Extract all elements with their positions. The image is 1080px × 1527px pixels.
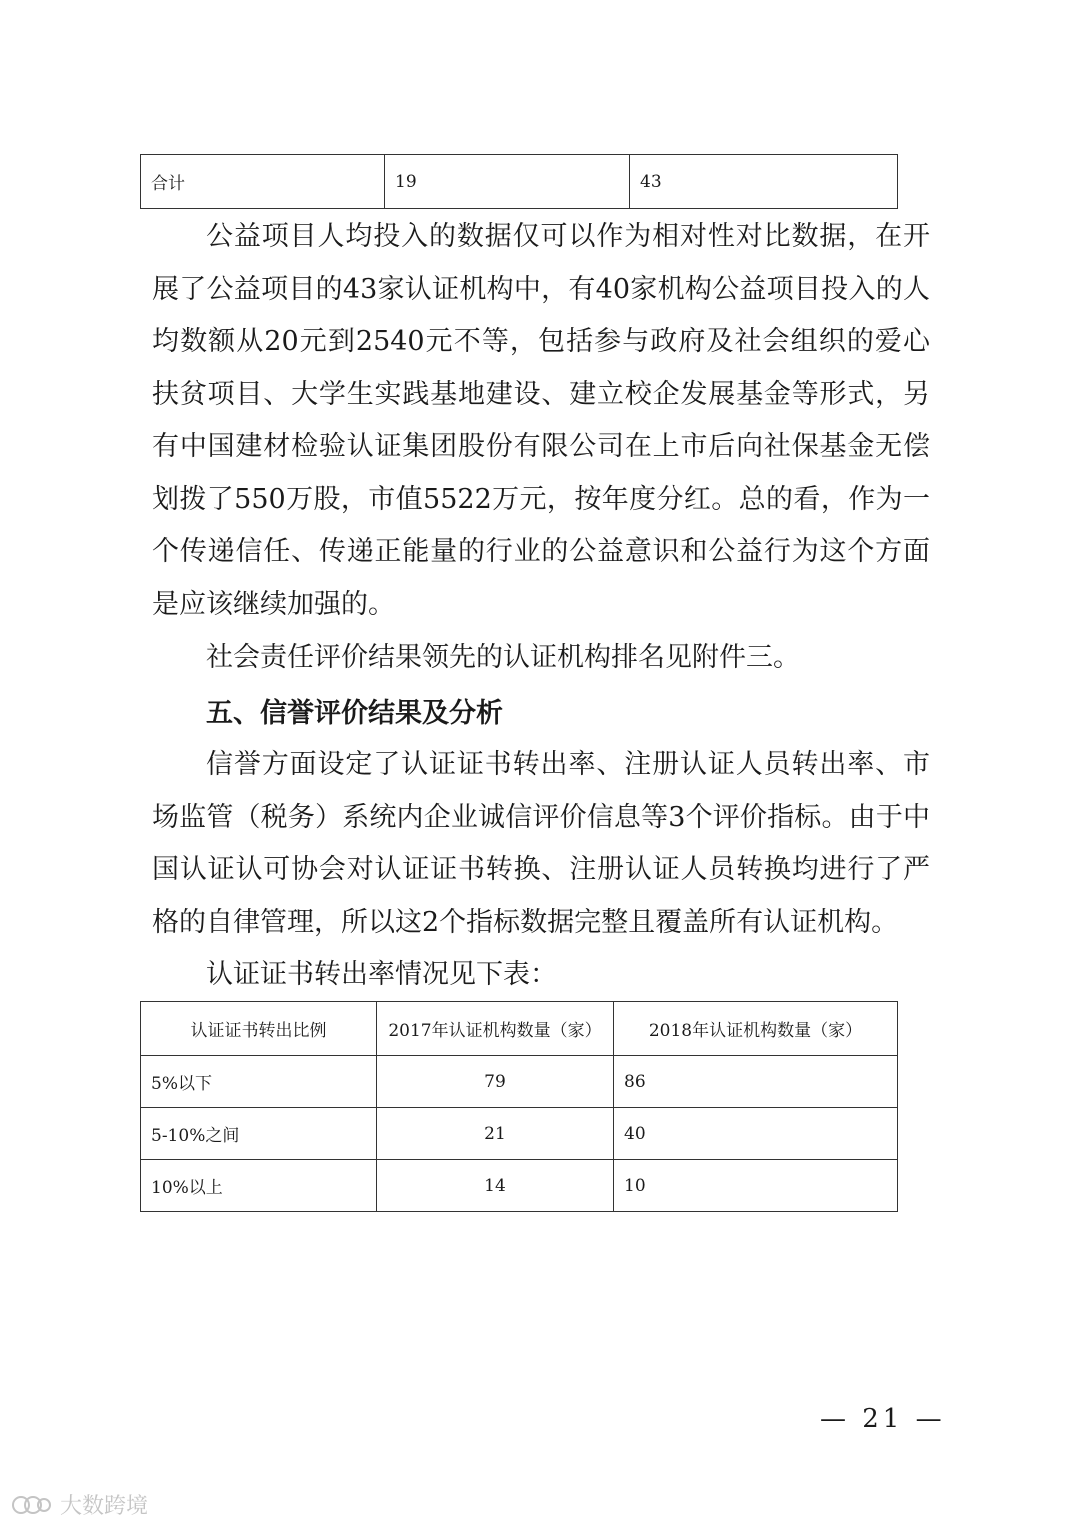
table-row xyxy=(141,155,898,209)
certificate-transfer-table xyxy=(140,1001,898,1212)
paragraph-credit-indicators: 信誉方面设定了认证证书转出率、注册认证人员转出率、市场监管（税务）系统内企业诚信评价信息等3个评价指标。由于中国认证认可协会对认证证书转换、注册认证人员转换均进行了严格的自律管理，所以这2个指标数据完整且覆盖所有认证机构。 xyxy=(152,749,930,938)
column-header: 2017年认证机构数量（家） xyxy=(377,1002,614,1056)
column-header: 认证证书转出比例 xyxy=(141,1002,377,1056)
section-heading: 五、信誉评价结果及分析 xyxy=(206,698,503,729)
paragraph-ranking-note: 社会责任评价结果领先的认证机构排名见附件三。 xyxy=(206,642,800,673)
table-cell: 79 xyxy=(377,1056,614,1108)
paragraph-public-welfare: 公益项目人均投入的数据仅可以作为相对性对比数据，在开展了公益项目的43家认证机构中，有40家机构公益项目投入的人均数额从20元到2540元不等，包括参与政府及社会组织的爱心扶贫项目、大学生实践基地建设、建立校企发展基金等形式，另有中国建材检验认证集团股份有限公司在上市后向社保基金无偿划拨了550万股，市值5522万元，按年度分红。总的看，作为一个传递信任、传递正能量的行业的公益意识和公益行为这个方面是应该继续加强的。 xyxy=(152,221,930,620)
table-cell: 10%以上 xyxy=(141,1160,377,1212)
watermark xyxy=(10,1489,148,1520)
watermark-text: 大数跨境 xyxy=(60,1494,149,1519)
table-cell: 86 xyxy=(614,1056,898,1108)
table-cell: 14 xyxy=(377,1160,614,1212)
column-header: 2018年认证机构数量（家） xyxy=(614,1002,898,1056)
page-number: — 21 — xyxy=(820,1404,946,1434)
table-cell: 40 xyxy=(614,1108,898,1160)
total-row-table xyxy=(140,154,898,209)
paragraph-table-intro: 认证证书转出率情况见下表： xyxy=(206,959,557,990)
table-cell: 43 xyxy=(630,155,898,209)
table-cell: 5-10%之间 xyxy=(141,1108,377,1160)
table-row xyxy=(141,1108,898,1160)
table-cell: 合计 xyxy=(141,155,385,209)
watermark-logo-icon xyxy=(10,1494,52,1516)
table-cell: 10 xyxy=(614,1160,898,1212)
table-row xyxy=(141,1056,898,1108)
table-header-row xyxy=(141,1002,898,1056)
table-cell: 19 xyxy=(385,155,630,209)
table-cell: 5%以下 xyxy=(141,1056,377,1108)
table-row xyxy=(141,1160,898,1212)
table-cell: 21 xyxy=(377,1108,614,1160)
